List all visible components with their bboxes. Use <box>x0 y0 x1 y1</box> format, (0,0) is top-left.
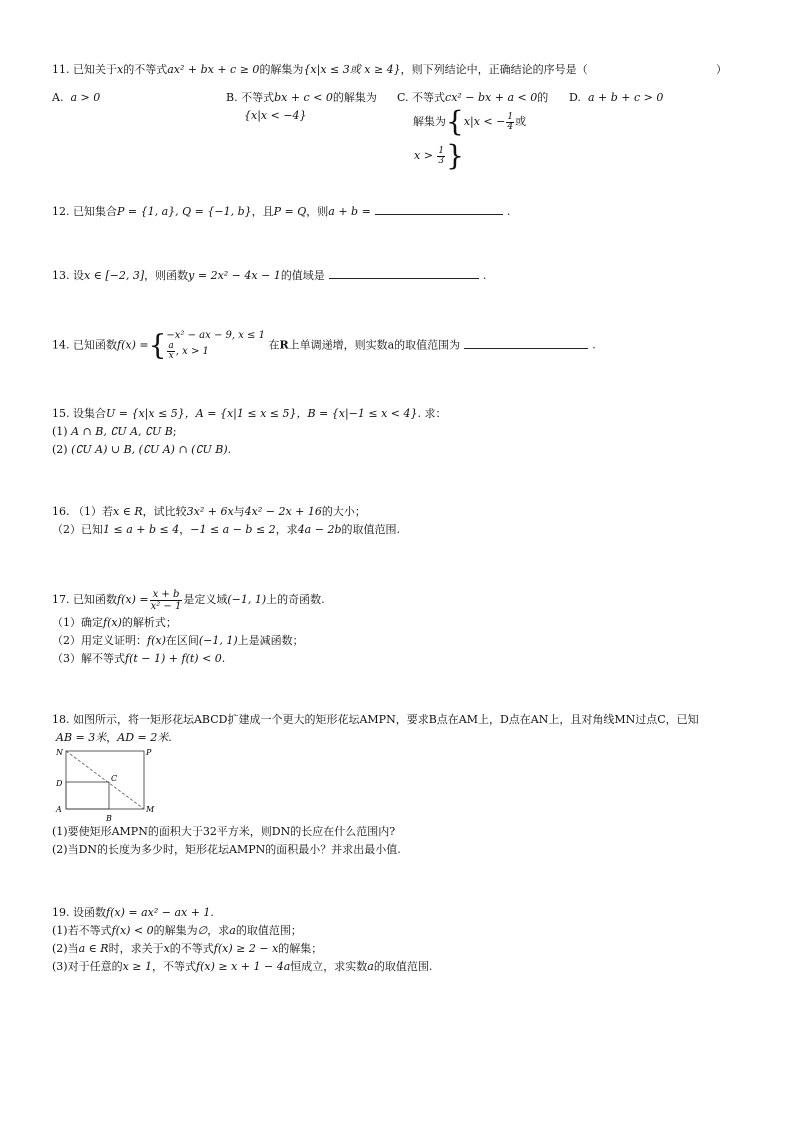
q16-part2: （2）已知1 ≤ a + b ≤ 4，−1 ≤ a − b ≤ 2，求4a − 2b的取值范围. <box>52 523 400 536</box>
q19-stem: 19. 设函数f(x) = ax² − ax + 1. <box>52 906 214 919</box>
q13-answer-blank[interactable] <box>329 268 479 279</box>
q18-rectangle-figure <box>52 745 162 823</box>
q17-part1: （1）确定f(x)的解析式； <box>52 616 177 629</box>
q15-part2: (2) (∁U A) ∪ B, (∁U A) ∩ (∁U B). <box>52 443 232 456</box>
label-B: B <box>106 814 112 823</box>
q12-stem: 12. 已知集合P = {1, a}, Q = {−1, b}，且P = Q，则a + b = . <box>52 205 511 218</box>
label-D: D <box>56 779 63 788</box>
q19-part3: (3)对于任意的x ≥ 1，不等式f(x) ≥ x + 1 − 4a恒成立，求实数a的取值范围. <box>52 960 433 973</box>
label-C: C <box>111 774 118 783</box>
rect-ABCD <box>66 782 109 809</box>
q11-option-c-set1: 解集为{x|x < − $\frac{1}{4}$ 或 <box>413 105 527 138</box>
q12-answer-blank[interactable] <box>375 204 503 215</box>
q18-stem: 18. 如图所示，将一矩形花坛ABCD扩建成一个更大的矩形花坛AMPN，要求B点在AM上，D点在AN上，且对角线MN过点C，已知 <box>52 713 699 726</box>
q19-part2: (2)当a ∈ R时，求关于x的不等式f(x) ≥ 2 − x的解集； <box>52 942 323 955</box>
label-N: N <box>56 748 63 757</box>
q14-answer-blank[interactable] <box>464 338 588 349</box>
q11-option-a: A. a > 0 <box>52 91 101 104</box>
q11-option-d: D. a + b + c > 0 <box>569 91 664 104</box>
q19-part1: (1)若不等式f(x) < 0的解集为∅，求a的取值范围； <box>52 924 302 937</box>
q18-part2: (2)当DN的长度为多少时，矩形花坛AMPN的面积最小？并求出最小值. <box>52 843 401 856</box>
label-M: M <box>146 805 155 814</box>
q15-part1: (1) A ∩ B, ∁U A, ∁U B; <box>52 425 177 438</box>
q18-part1: (1)要使矩形AMPN的面积大于32平方米，则DN的长应在什么范围内? <box>52 825 396 838</box>
q17-stem: 17. 已知函数f(x) = $\frac{x + b}{\text{x² − 1}}$ 是定义域(−1, 1)上的奇函数. <box>52 588 325 612</box>
q14-stem: 14. 已知函数f(x) ={ −x² − ax − 9, x ≤ 1 $\frac{a}{x}$ , x > 1 在R上单调递增，则实数a的取值范围为 . <box>52 328 596 362</box>
q11-option-b: B. 不等式bx + c < 0的解集为 <box>226 91 377 104</box>
q13-stem: 13. 设x ∈ [−2, 3]，则函数y = 2x² − 4x − 1的值域是 . <box>52 269 487 282</box>
q16-part1: 16. （1）若x ∈ R，试比较3x² + 6x与4x² − 2x + 16的大小； <box>52 505 366 518</box>
q11-paren-close: ） <box>716 63 727 76</box>
q15-stem: 15. 设集合U = {x|x ≤ 5}，A = {x|1 ≤ x ≤ 5}，B = {x|−1 ≤ x < 4}. 求： <box>52 407 447 420</box>
q11-option-c-set2: x > $\frac{1}{3}$ } <box>414 139 464 172</box>
label-A: A <box>56 805 62 814</box>
q11-option-c: C. 不等式cx² − bx + a < 0的 <box>397 91 549 104</box>
q11-stem: 11. 已知关于x的不等式ax² + bx + c ≥ 0的解集为{x|x ≤ 3或 x ≥ 4}，则下列结论中，正确结论的序号是（ <box>52 63 588 76</box>
q17-part2: （2）用定义证明：f(x)在区间(−1, 1)上是减函数； <box>52 634 304 647</box>
q11-option-b-set: {x|x < −4} <box>244 109 307 122</box>
q18-given: AB = 3米，AD = 2米. <box>56 731 172 744</box>
diagonal-MN <box>66 751 144 809</box>
q17-part3: （3）解不等式f(t − 1) + f(t) < 0. <box>52 652 226 665</box>
label-P: P <box>146 748 152 757</box>
